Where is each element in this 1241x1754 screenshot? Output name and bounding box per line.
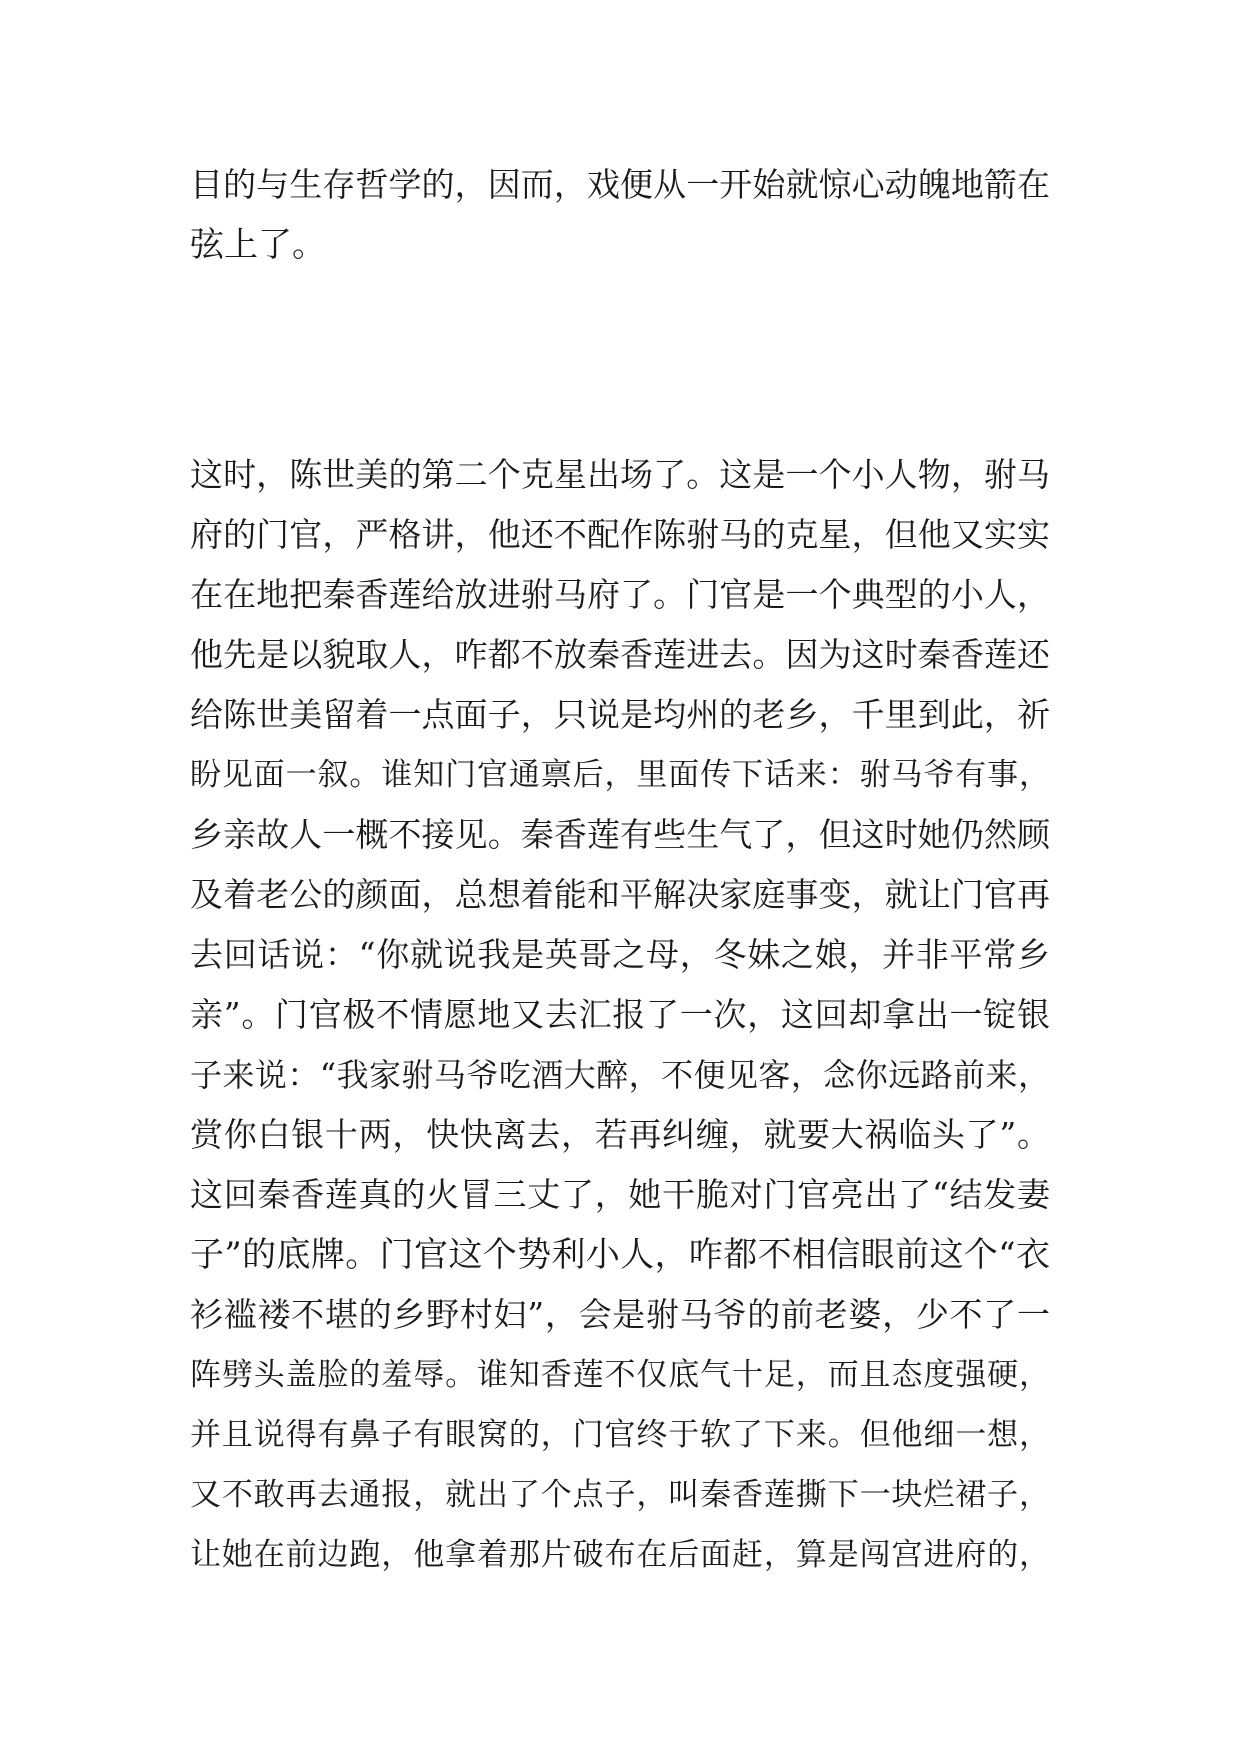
text-line: 又不敢再去通报，就出了个点子，叫秦香莲撕下一块烂裙子，	[190, 1477, 1050, 1513]
text-line: 在在地把秦香莲给放进驸马府了。门官是一个典型的小人，	[190, 575, 1050, 614]
text-line: 子”的底牌。门官这个势利小人，咋都不相信眼前这个“衣	[190, 1235, 1050, 1275]
text-line: 他先是以貌取人，咋都不放秦香莲进去。因为这时秦香莲还	[190, 635, 1050, 674]
text-line: 亲”。门官极不情愿地又去汇报了一次，这回却拿出一锭银	[190, 995, 1050, 1034]
text-line: 这时，陈世美的第二个克星出场了。这是一个小人物，驸马	[190, 455, 1050, 494]
text-line: 赏你白银十两，快快离去，若再纠缠，就要大祸临头了”。	[190, 1115, 1050, 1154]
text-line: 及着老公的颜面，总想着能和平解决家庭事变，就让门官再	[190, 875, 1050, 914]
text-line: 目的与生存哲学的，因而，戏便从一开始就惊心动魄地箭在	[190, 165, 1050, 204]
paragraph-1	[190, 155, 1050, 275]
text-line: 给陈世美留着一点面子，只说是均州的老乡，千里到此，祈	[190, 695, 1050, 734]
text-line: 府的门官，严格讲，他还不配作陈驸马的克星，但他又实实	[190, 515, 1050, 554]
text-line: 让她在前边跑，他拿着那片破布在后面赶，算是闯宫进府的，	[190, 1537, 1050, 1573]
text-line: 去回话说：“你就说我是英哥之母，冬妹之娘，并非平常乡	[190, 935, 1050, 974]
text-line: 乡亲故人一概不接见。秦香莲有些生气了，但这时她仍然顾	[190, 815, 1050, 854]
text-line: 盼见面一叙。谁知门官通禀后，里面传下话来：驸马爷有事，	[190, 757, 1050, 793]
text-line: 子来说：“我家驸马爷吃酒大醉，不便见客，念你远路前来，	[190, 1056, 1050, 1094]
text-line: 阵劈头盖脸的羞辱。谁知香莲不仅底气十足，而且态度强硬，	[190, 1357, 1050, 1393]
text-line: 弦上了。	[190, 225, 326, 265]
text-line: 并且说得有鼻子有眼窝的，门官终于软了下来。但他细一想，	[190, 1417, 1050, 1453]
text-line: 这回秦香莲真的火冒三丈了，她干脆对门官亮出了“结发妻	[190, 1175, 1050, 1214]
text-line: 衫褴褛不堪的乡野村妇”，会是驸马爷的前老婆，少不了一	[190, 1295, 1050, 1334]
paragraph-2	[190, 445, 1050, 1585]
